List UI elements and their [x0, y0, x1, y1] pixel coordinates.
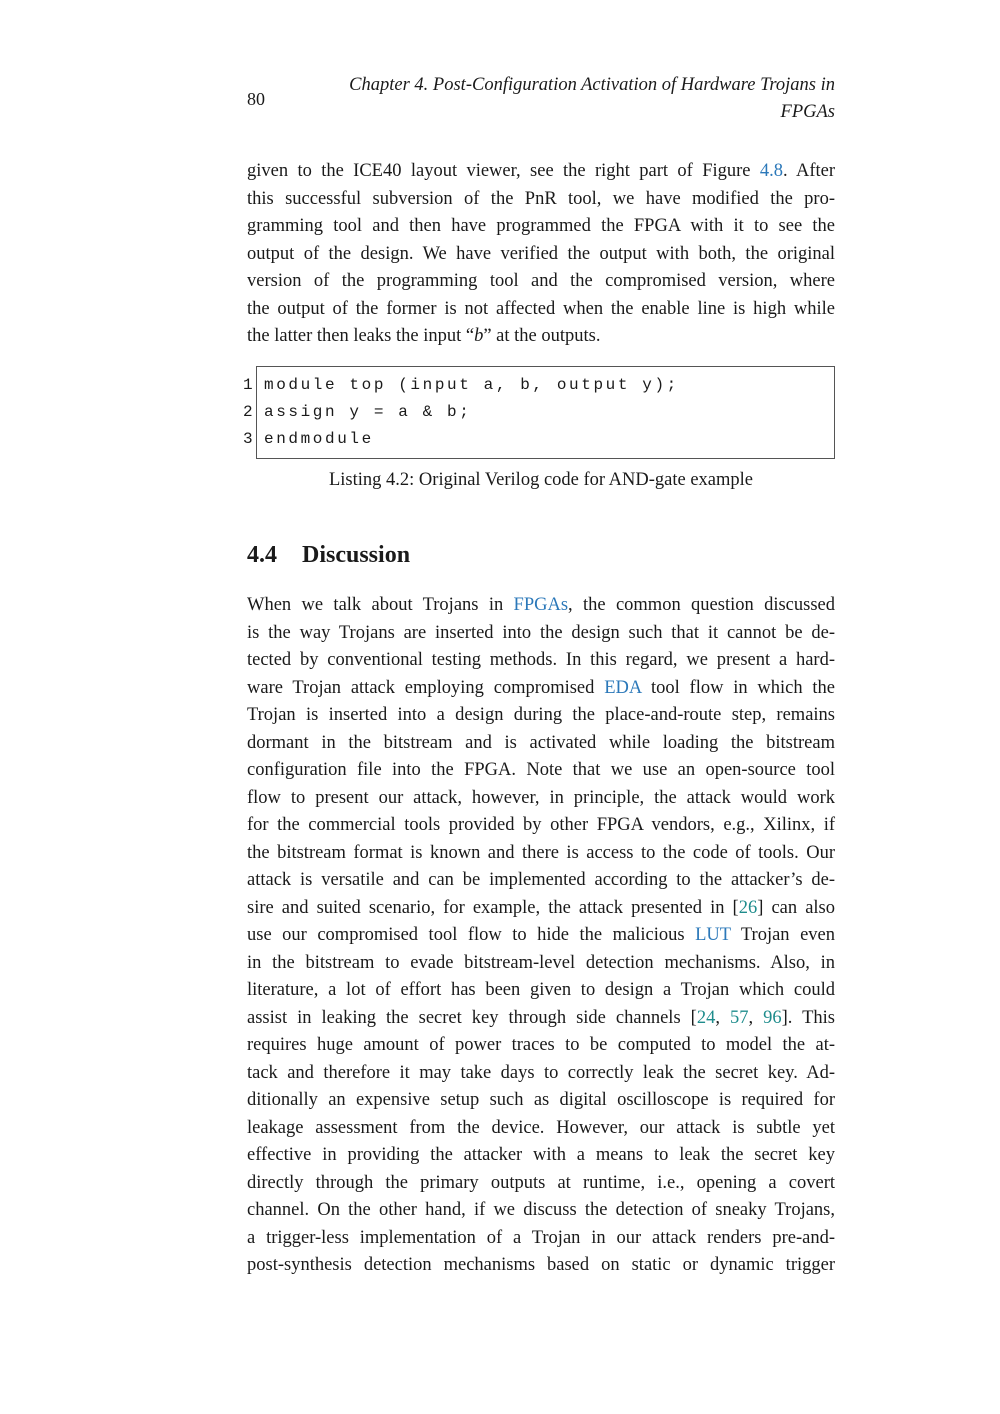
text-run: gramming tool and then have programmed the FPGA with it to see the — [247, 216, 835, 236]
text-line — [247, 1170, 835, 1198]
text-run: Trojan even — [730, 925, 835, 945]
text-run: the latter then leaks the input “ — [247, 326, 475, 346]
text-line — [247, 296, 835, 324]
text-line — [247, 977, 835, 1005]
text-run: assist in leaking the secret key through side channels [ — [247, 1007, 697, 1028]
figure-link[interactable]: 4.8 — [759, 161, 783, 181]
text-line — [247, 730, 835, 758]
text-line — [247, 647, 835, 675]
text-run: , — [715, 1007, 730, 1028]
citation-link[interactable]: 26 — [738, 897, 758, 918]
discussion-paragraph — [247, 592, 835, 1280]
citation-link[interactable]: 96 — [763, 1007, 782, 1028]
running-header-line-1: Chapter 4. Post-Configuration Activation of Hardware Trojans in — [349, 75, 835, 95]
text-line — [247, 186, 835, 214]
text-run: the output of the former is not affected when the enable line is high while — [247, 298, 835, 319]
text-run: tool flow in which the — [641, 677, 835, 698]
text-line — [247, 1087, 835, 1115]
text-run: this successful subversion of the PnR tool, we have modified the pro- — [247, 188, 835, 209]
text-line — [247, 620, 835, 648]
text-line — [247, 812, 835, 840]
acronym-link[interactable]: FPGAs — [513, 595, 569, 615]
text-run: ware Trojan attack employing compromised — [247, 677, 605, 698]
code-line-number: 2 — [243, 403, 253, 421]
text-line — [247, 757, 835, 785]
text-line — [247, 1032, 835, 1060]
text-line — [247, 950, 835, 978]
text-line — [247, 592, 835, 620]
text-line — [247, 895, 835, 923]
acronym-link[interactable]: LUT — [695, 925, 731, 945]
text-line — [247, 1060, 835, 1088]
text-run: the bitstream format is known and there is access to the code of tools. Our — [247, 842, 835, 863]
text-run: dormant in the bitstream and is activated while loading the bitstream — [247, 732, 835, 753]
text-line — [247, 1225, 835, 1253]
text-run: attack is versatile and can be implemented according to the attacker’s de- — [247, 870, 835, 890]
text-run: in the bitstream to evade bitstream-level detection mechanisms. Also, in — [247, 952, 835, 973]
text-run: a trigger-less implementation of a Trojan in our attack renders pre-and- — [247, 1227, 835, 1248]
text-run: , — [748, 1007, 764, 1028]
text-line — [247, 1142, 835, 1170]
text-run: effective in providing the attacker with a means to leak the secret key — [247, 1145, 835, 1165]
text-run: . After — [782, 161, 835, 181]
code-line: endmodule — [264, 430, 374, 448]
text-line — [247, 323, 835, 351]
text-run: tack and therefore it may take days to correctly leak the secret key. Ad- — [247, 1062, 835, 1083]
variable: b — [474, 326, 484, 346]
code-line: module top (input a, b, output y); — [264, 376, 679, 394]
citation-link[interactable]: 24 — [696, 1007, 716, 1028]
text-run: given to the ICE40 layout viewer, see the right part of Figure — [247, 161, 760, 181]
text-line — [247, 241, 835, 269]
text-run: flow to present our attack, however, in principle, the attack would work — [247, 787, 835, 808]
text-run: use our compromised tool flow to hide the malicious — [247, 925, 696, 945]
code-line-number: 3 — [243, 430, 253, 448]
text-run: Trojan is inserted into a design during the place-and-route step, remains — [247, 705, 835, 725]
text-line — [247, 1115, 835, 1143]
text-run: When we talk about Trojans in — [247, 595, 514, 615]
listing-caption: Listing 4.2: Original Verilog code for AND-gate example — [328, 470, 754, 490]
running-header — [275, 72, 835, 126]
text-run: configuration file into the FPGA. Note that we use an open-source tool — [247, 760, 835, 780]
text-run: output of the design. We have verified the output with both, the original — [247, 243, 835, 264]
text-line — [247, 675, 835, 703]
text-run: ditionally an expensive setup such as digital oscilloscope is required for — [247, 1090, 835, 1110]
text-run: ]. This — [781, 1007, 836, 1028]
code-line: assign y = a & b; — [264, 403, 472, 421]
text-line — [247, 213, 835, 241]
text-line — [247, 158, 835, 186]
text-run: channel. On the other hand, if we discuss the detection of sneaky Trojans, — [247, 1200, 835, 1220]
section-title: Discussion — [302, 542, 411, 568]
text-line — [247, 1252, 835, 1280]
text-line — [247, 922, 835, 950]
text-run: literature, a lot of effort has been given to design a Trojan which could — [247, 980, 835, 1000]
text-run: sire and suited scenario, for example, the attack presented in [ — [247, 897, 739, 918]
text-run: , the common question discussed — [568, 595, 835, 615]
text-line — [247, 702, 835, 730]
text-line — [247, 785, 835, 813]
text-run: post-synthesis detection mechanisms based on static or dynamic trigger — [247, 1255, 835, 1275]
text-run: version of the programming tool and the compromised version, where — [247, 271, 835, 291]
acronym-link[interactable]: EDA — [604, 677, 642, 698]
text-line — [247, 840, 835, 868]
citation-link[interactable]: 57 — [729, 1007, 749, 1028]
section-number: 4.4 — [247, 542, 277, 568]
text-line — [247, 1197, 835, 1225]
running-header-line-2: FPGAs — [780, 102, 835, 122]
text-run: requires huge amount of power traces to be computed to model the at- — [247, 1035, 835, 1055]
text-line — [247, 1005, 835, 1033]
page-number: 80 — [247, 89, 265, 109]
text-run: ” at the outputs. — [483, 326, 601, 346]
text-line — [247, 268, 835, 296]
code-line-number: 1 — [243, 376, 253, 394]
text-run: leakage assessment from the device. However, our attack is subtle yet — [247, 1117, 835, 1138]
text-run: tected by conventional testing methods. In this regard, we present a hard- — [247, 650, 835, 670]
text-run: directly through the primary outputs at runtime, i.e., opening a covert — [247, 1172, 835, 1193]
text-line — [247, 867, 835, 895]
text-run: is the way Trojans are inserted into the design such that it cannot be de- — [247, 622, 835, 643]
text-run: for the commercial tools provided by other FPGA vendors, e.g., Xilinx, if — [247, 815, 835, 835]
intro-paragraph — [247, 158, 835, 351]
text-run: ] can also — [757, 897, 835, 918]
